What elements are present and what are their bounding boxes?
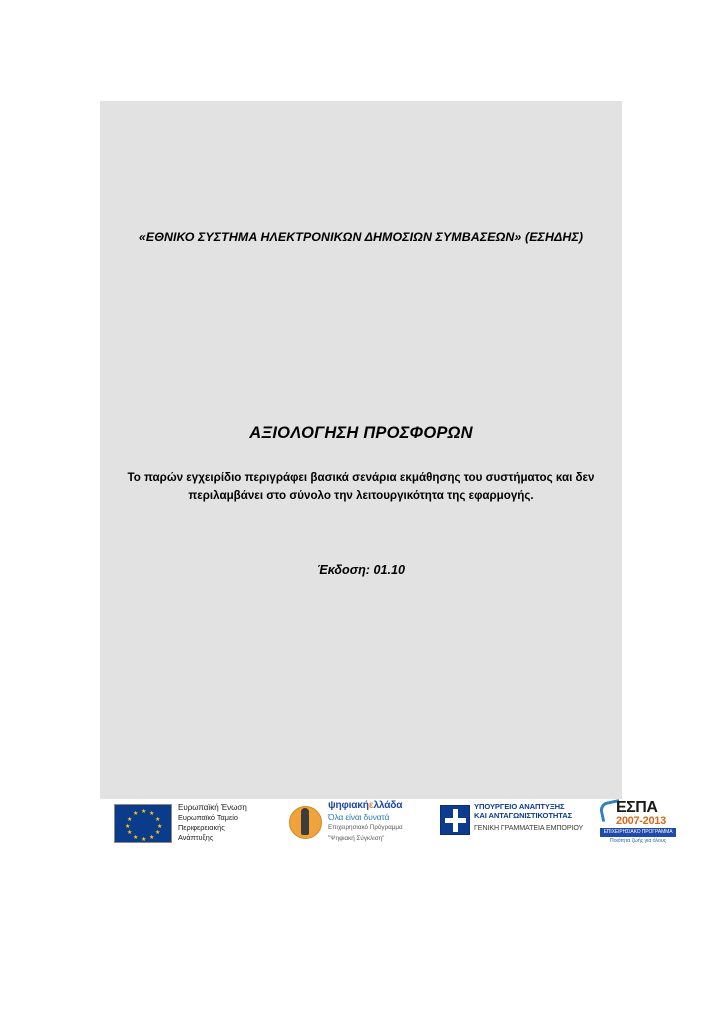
european-union-logo (114, 802, 284, 848)
digital-greece-logo-text (328, 800, 431, 843)
dg-word-part-2: ε (368, 800, 374, 811)
eu-logo-text (178, 802, 284, 843)
eu-text-line-3: Περιφερειακής (178, 823, 225, 833)
document-version: Έκδοση: 01.10 (316, 563, 406, 577)
espa-program-bar: ΕΠΙΧΕΙΡΗΣΙΑΚΟ ΠΡΟΓΡΑΜΜΑ (600, 828, 676, 837)
digital-greece-emblem-icon (286, 804, 324, 844)
espa-wordmark: ΕΣΠΑ (616, 799, 658, 816)
espa-logo (600, 800, 678, 850)
dg-text-line-4: "Ψηφιακή Σύγκλιση" (328, 834, 385, 842)
ministry-logo (440, 800, 600, 850)
document-description: Το παρών εγχειρίδιο περιγράφει βασικά σενάρια εκμάθησης του συστήματος και δεν περιλαμβάνει στο σύνολο την λειτουργικότητα της εφαρμογής. (127, 471, 595, 502)
ministry-text-line-1: ΥΠΟΥΡΓΕΙΟ ΑΝΑΠΤΥΞΗΣ (474, 802, 565, 811)
document-subtitle: ΑΞΙΟΛΟΓΗΣΗ ΠΡΟΣΦΟΡΩΝ (249, 424, 473, 442)
ministry-text-line-2: ΚΑΙ ΑΝΤΑΓΩΝΙΣΤΙΚΟΤΗΤΑΣ (474, 811, 573, 821)
ministry-logo-text (474, 802, 600, 832)
ministry-text-line-3: ΓΕΝΙΚΗ ΓΡΑΜΜΑΤΕΙΑ ΕΜΠΟΡΙΟΥ (474, 823, 584, 832)
eu-text-line-2: Ευρωπαϊκό Ταμείο (178, 813, 238, 823)
cover-content-box (100, 101, 622, 799)
dg-text-line-3: Επιχειρησιακό Πρόγραμμα (328, 824, 403, 831)
greek-flag-cross-icon (440, 805, 470, 835)
dg-text-line-2: Όλα είναι δυνατά (328, 812, 390, 822)
eu-text-line-4: Ανάπτυξης (178, 833, 214, 843)
dg-word-part-1: ψηφιακή (328, 800, 369, 811)
eu-flag-icon: ★ ★ ★ ★ ★ ★ ★ ★ ★ ★ ★ ★ (114, 804, 172, 843)
eu-text-line-1: Ευρωπαϊκή Ένωση (178, 803, 247, 812)
dg-word-part-3: λλάδα (373, 800, 403, 811)
footer-logo-strip (100, 800, 676, 856)
page-title: «ΕΘΝΙΚΟ ΣΥΣΤΗΜΑ ΗΛΕΚΤΡΟΝΙΚΩΝ ΔΗΜΟΣΙΩΝ ΣΥΜΒΑΣΕΩΝ» (ΕΣΗΔΗΣ) (138, 230, 584, 244)
digital-greece-logo (286, 800, 431, 850)
espa-years: 2007-2013 (616, 815, 666, 827)
espa-tagline: Ποιότητα ζωής για όλους (609, 838, 667, 844)
